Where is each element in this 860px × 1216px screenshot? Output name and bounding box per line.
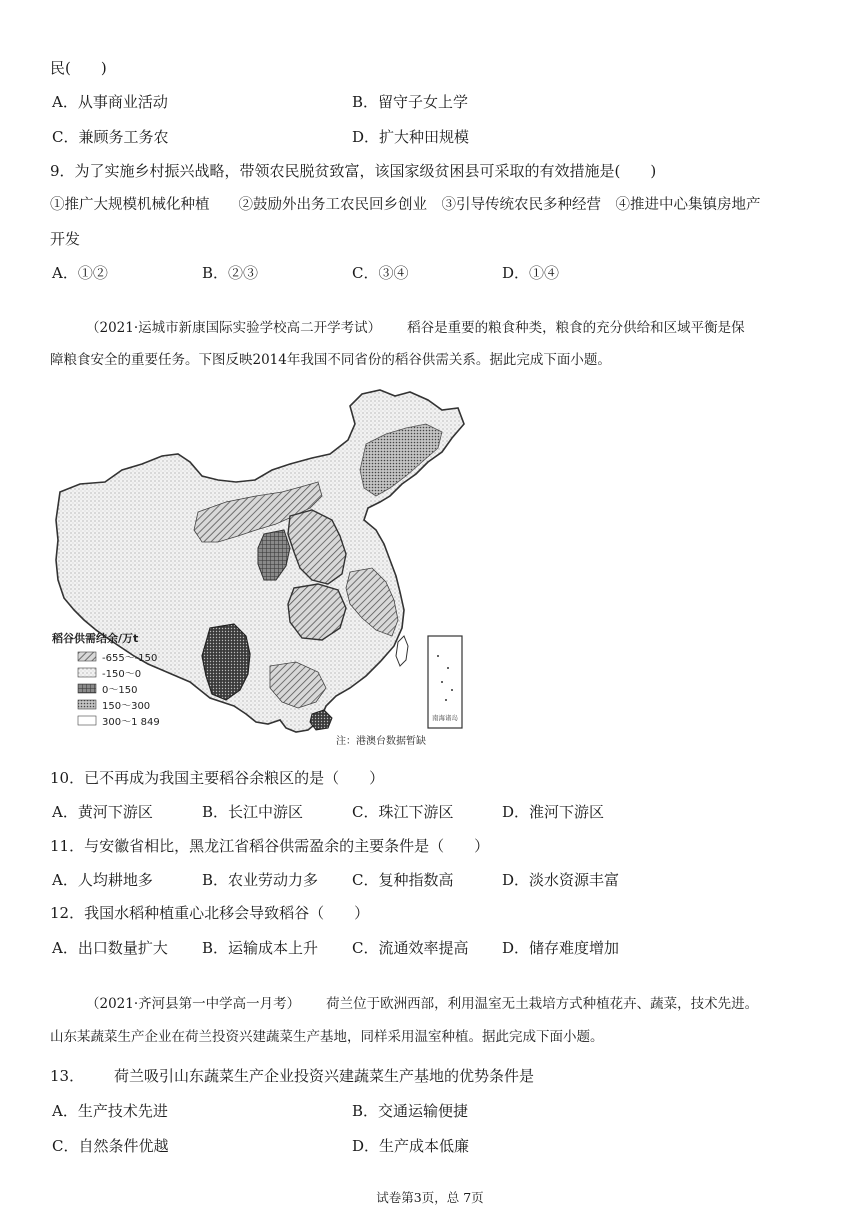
passage1-line1 xyxy=(86,318,745,338)
q10-option-d: D．淮河下游区 xyxy=(502,803,605,821)
inset-label: 南海诸岛 xyxy=(432,714,458,722)
q9-option-d: D．①④ xyxy=(502,264,560,282)
q13-option-c: C．自然条件优越 xyxy=(52,1137,169,1155)
q10-option-c: C．珠江下游区 xyxy=(352,803,454,821)
legend-swatch-grid xyxy=(78,684,96,693)
q12-option-d: D．储存难度增加 xyxy=(502,939,620,957)
q9-stem: 9．为了实施乡村振兴战略，带领农民脱贫致富，该国家级贫困县可采取的有效措施是( ) xyxy=(50,162,657,180)
legend-label-4: 150～300 xyxy=(102,701,151,712)
map-inset-south-sea xyxy=(428,636,462,728)
q8-option-b: B．留守子女上学 xyxy=(352,93,469,111)
passage2-source: （2021·齐河县第一中学高一月考） xyxy=(86,996,301,1012)
q10-option-b: B．长江中游区 xyxy=(202,803,304,821)
legend-swatch-diag xyxy=(78,652,96,661)
q11-option-c: C．复种指数高 xyxy=(352,871,454,889)
q11-option-b: B．农业劳动力多 xyxy=(202,871,319,889)
q13-option-b: B．交通运输便捷 xyxy=(352,1102,469,1120)
legend-label-2: -150～0 xyxy=(102,669,142,680)
passage1-text1: 稻谷是重要的粮食种类，粮食的充分供给和区域平衡是保 xyxy=(407,320,745,336)
q10-stem: 10．已不再成为我国主要稻谷余粮区的是（ ） xyxy=(50,769,385,787)
legend-label-3: 0～150 xyxy=(102,685,138,696)
q13-stem: 荷兰吸引山东蔬菜生产企业投资兴建蔬菜生产基地的优势条件是 xyxy=(114,1067,535,1085)
q8-option-c: C．兼顾务工务农 xyxy=(52,128,169,146)
q11-option-d: D．淡水资源丰富 xyxy=(502,871,620,889)
q8-option-d: D．扩大种田规模 xyxy=(352,128,470,146)
q9-option-a: A．①② xyxy=(52,264,108,282)
legend-swatch-light xyxy=(78,668,96,677)
q9-items: ①推广大规模机械化种植 ②鼓励外出务工农民回乡创业 ③引导传统农民多种经营 ④推进中心集镇房地产 xyxy=(50,197,761,213)
q8-stem-tail: 民( ) xyxy=(50,59,107,77)
legend-swatch-blank xyxy=(78,716,96,725)
q12-option-c: C．流通效率提高 xyxy=(352,939,469,957)
q13-option-a: A．生产技术先进 xyxy=(52,1102,168,1120)
q9-items-wrap: 开发 xyxy=(50,230,81,248)
q11-option-a: A．人均耕地多 xyxy=(52,871,153,889)
legend-title: 稻谷供需结余/万t xyxy=(52,632,139,645)
q12-option-a: A．出口数量扩大 xyxy=(52,939,168,957)
q12-option-b: B．运输成本上升 xyxy=(202,939,319,957)
page-footer: 试卷第3页，总 7页 xyxy=(376,1190,484,1205)
legend-label-1: -655～-150 xyxy=(102,653,158,664)
passage1-source: （2021·运城市新康国际实验学校高二开学考试） xyxy=(86,320,382,336)
legend-swatch-dots xyxy=(78,700,96,709)
q12-stem: 12．我国水稻种植重心北移会导致稻谷（ ） xyxy=(50,904,370,922)
q11-stem: 11．与安徽省相比，黑龙江省稻谷供需盈余的主要条件是（ ） xyxy=(50,837,490,855)
q8-option-a: A．从事商业活动 xyxy=(52,93,168,111)
passage2-line2: 山东某蔬菜生产企业在荷兰投资兴建蔬菜生产基地，同样采用温室种植。据此完成下面小题。 xyxy=(50,1029,604,1045)
rice-supply-map xyxy=(50,384,470,756)
legend-label-5: 300～1 849 xyxy=(102,717,160,728)
passage2-text1: 荷兰位于欧洲西部，利用温室无土栽培方式种植花卉、蔬菜，技术先进。 xyxy=(326,996,759,1012)
map-island-taiwan xyxy=(396,636,408,666)
map-note: 注：港澳台数据暂缺 xyxy=(336,736,426,747)
passage2-line1 xyxy=(86,994,758,1014)
q10-option-a: A．黄河下游区 xyxy=(52,803,153,821)
q13-option-d: D．生产成本低廉 xyxy=(352,1137,470,1155)
q9-option-c: C．③④ xyxy=(352,264,409,282)
china-map-figure xyxy=(50,384,470,756)
q9-option-b: B．②③ xyxy=(202,264,259,282)
passage1-line2: 障粮食安全的重要任务。下图反映2014年我国不同省份的稻谷供需关系。据此完成下面小题。 xyxy=(50,352,611,368)
q13-number: 13． xyxy=(50,1067,85,1085)
